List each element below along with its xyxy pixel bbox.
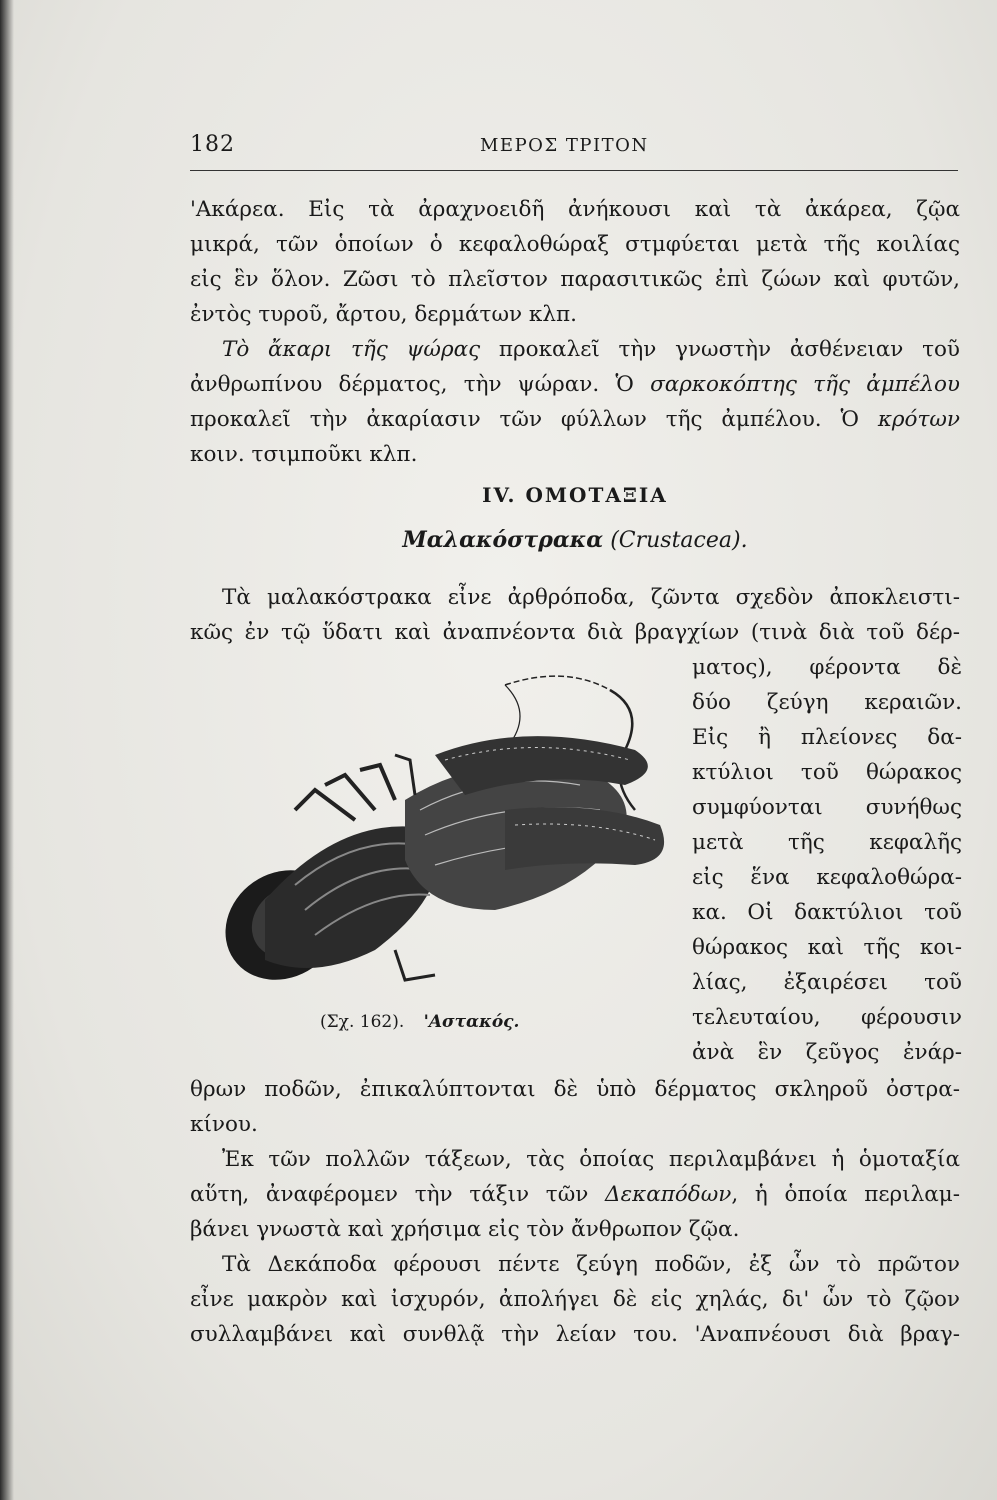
italic-term: κρότων xyxy=(877,407,960,432)
text-span: αὕτη, ἀναφέρομεν τὴν τάξιν τῶν xyxy=(190,1182,606,1207)
text-line: θρων ποδῶν, ἐπικαλύπτονται δὲ ὑπὸ δέρματος σκληροῦ ὀστρα- xyxy=(190,1077,960,1102)
italic-term: σαρκοκόπτης τῆς ἀμπέλου xyxy=(650,372,960,397)
section-subtitle xyxy=(190,527,960,553)
text-line: εἶνε μακρὸν καὶ ἰσχυρόν, ἀπολήγει δὲ εἰς χηλάς, δι' ὧν τὸ ζῷον xyxy=(190,1287,960,1312)
subtitle-greek: Μαλακόστρακα xyxy=(402,527,604,553)
text-line: 'Ακάρεα. Εἰς τὰ ἀραχνοειδῆ ἀνήκουσι καὶ τὰ ἀκάρεα, ζῷα xyxy=(190,197,960,222)
text-line: εἰς ἓν ὅλον. Ζῶσι τὸ πλεῖστον παρασιτικῶς ἐπὶ ζώων καὶ φυτῶν, xyxy=(190,267,960,292)
text-line: Τὰ μαλακόστρακα εἶνε ἀρθρόποδα, ζῶντα σχεδὸν ἀποκλειστι- xyxy=(222,585,960,610)
text-line: ἐντὸς τυροῦ, ἄρτου, δερμάτων κλπ. xyxy=(190,302,577,327)
text-line: τελευταίου, φέρουσιν xyxy=(692,1005,962,1030)
caption-name: 'Αστακός. xyxy=(423,1012,520,1032)
header-rule xyxy=(190,170,958,171)
text-span: προκαλεῖ τὴν γνωστὴν ἀσθένειαν τοῦ xyxy=(480,337,960,362)
paragraph-akarea xyxy=(190,192,960,472)
text-line xyxy=(190,402,960,437)
text-line: κα. Οἱ δακτύλιοι τοῦ xyxy=(692,900,962,925)
text-line: κῶς ἐν τῷ ὕδατι καὶ ἀναπνέοντα διὰ βραγχίων (τινὰ διὰ τοῦ δέρ- xyxy=(190,620,960,645)
caption-number: (Σχ. 162). xyxy=(320,1012,405,1032)
text-line: Τὰ Δεκάποδα φέρουσι πέντε ζεύγη ποδῶν, ἐξ ὧν τὸ πρῶτον xyxy=(222,1252,960,1277)
paragraph-crustacea-start xyxy=(190,580,960,650)
section-heading: IV. ΟΜΟΤΑΞΙΑ xyxy=(482,483,668,507)
text-line: κτύλιοι τοῦ θώρακος xyxy=(692,760,962,785)
text-line: ματος), φέροντα δὲ xyxy=(692,655,962,680)
text-line: μικρά, τῶν ὁποίων ὁ κεφαλοθώραξ στμφύεται μετὰ τῆς κοιλίας xyxy=(190,232,960,257)
italic-term: Δεκαπόδων xyxy=(605,1182,732,1207)
text-line: Εἰς ἢ πλείονες δα- xyxy=(692,725,962,750)
subtitle-latin: (Crustacea). xyxy=(610,528,748,553)
text-line: δύο ζεύγη κεραιῶν. xyxy=(692,690,962,715)
text-span: ἀνθρωπίνου δέρματος, τὴν ψώραν. Ὁ xyxy=(190,372,651,397)
text-line: βάνει γνωστὰ καὶ χρήσιμα εἰς τὸν ἄνθρωπον ζῷα. xyxy=(190,1217,740,1242)
text-line: μετὰ τῆς κεφαλῆς xyxy=(692,830,962,855)
text-line: εἰς ἕνα κεφαλοθώρα- xyxy=(692,865,962,890)
text-span: , ἡ ὁποία περιλαμ- xyxy=(731,1182,960,1207)
text-line: θώρακος καὶ τῆς κοι- xyxy=(692,935,962,960)
text-line xyxy=(190,367,960,402)
page-header xyxy=(190,132,958,162)
text-line: κοιν. τσιμποῦκι κλπ. xyxy=(190,442,418,467)
text-line xyxy=(190,332,960,367)
text-line: ἀνὰ ἓν ζεῦγος ἐνάρ- xyxy=(692,1040,962,1065)
text-line: Ἐκ τῶν πολλῶν τάξεων, τὰς ὁποίας περιλαμβάνει ἡ ὁμοταξία xyxy=(222,1147,960,1172)
text-line: συλλαμβάνει καὶ συνθλᾷ τὴν λείαν του. 'Αναπνέουσι διὰ βραγ- xyxy=(190,1322,960,1347)
italic-term: Τὸ ἄκαρι τῆς ψώρας xyxy=(222,337,481,362)
text-span: προκαλεῖ τὴν ἀκαρίασιν τῶν φύλλων τῆς ἀμπέλου. Ὁ xyxy=(190,407,878,432)
text-line: κίνου. xyxy=(190,1112,258,1137)
text-line: συμφύονται συνήθως xyxy=(692,795,962,820)
running-head: ΜΕΡΟΣ ΤΡΙΤΟΝ xyxy=(480,135,649,156)
text-line: λίας, ἐξαιρέσει τοῦ xyxy=(692,970,962,995)
text-line xyxy=(190,1177,960,1212)
page-number: 182 xyxy=(190,132,235,157)
figure-side-column xyxy=(692,650,962,1070)
paragraph-crustacea-end xyxy=(190,1072,960,1352)
figure-caption xyxy=(320,1012,519,1032)
lobster-illustration xyxy=(205,660,675,1020)
page-edge-shadow xyxy=(0,0,14,1500)
